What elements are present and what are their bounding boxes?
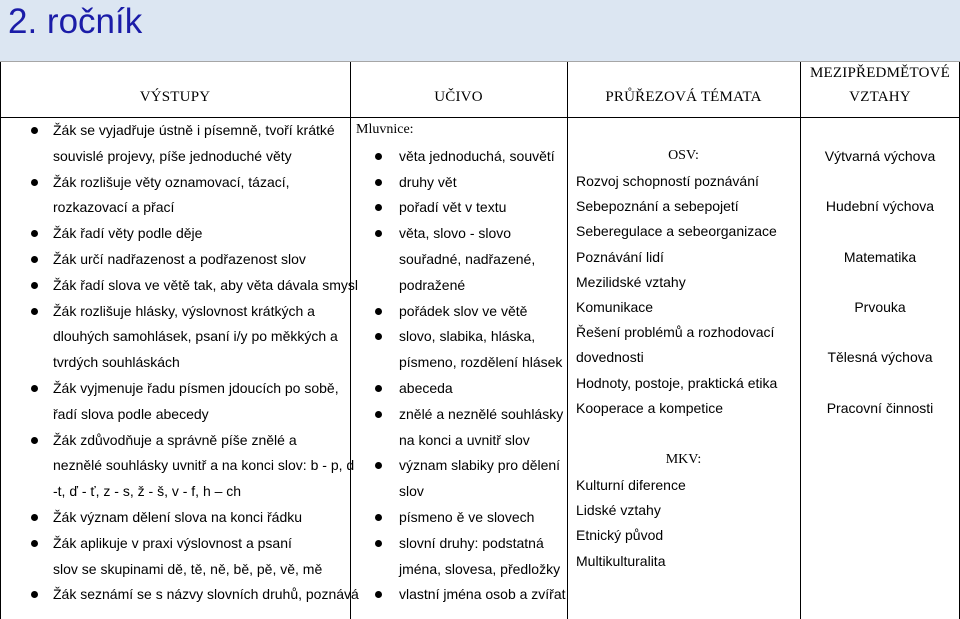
bullet-icon	[375, 540, 382, 547]
vystup-line: slov se skupinami dě, tě, ně, bě, pě, vě, mě	[53, 560, 323, 577]
bullet-icon	[375, 308, 382, 315]
ucivo-line: písmeno ě ve slovech	[399, 509, 535, 525]
vystup-line: dlouhých samohlásek, psaní i/y po měkkých a	[53, 328, 338, 345]
bullet-icon	[375, 179, 382, 186]
bullet-icon	[375, 411, 382, 418]
bullet-icon	[375, 514, 382, 521]
vystup-line: Žák rozlišuje věty oznamovací, tázací,	[53, 173, 290, 190]
bullet-icon	[375, 153, 382, 160]
ucivo-line: souřadné, nadřazené,	[399, 251, 536, 267]
header-vystupy: VÝSTUPY	[139, 89, 211, 105]
vystup-line: Žák řadí slova ve větě tak, aby věta dávala smysl	[53, 276, 359, 293]
ucivo-line: pořadí vět v textu	[399, 199, 507, 216]
ucivo-line: podražené	[399, 276, 466, 293]
vystup-line: Žák rozlišuje hlásky, výslovnost krátkých a	[53, 302, 315, 319]
ucivo-heading: Mluvnice:	[356, 122, 414, 137]
ucivo-line: slovní druhy: podstatná	[399, 534, 544, 551]
osv-item: dovednosti	[576, 349, 644, 365]
osv-item: Mezilidské vztahy	[576, 274, 686, 290]
ucivo-line: písmeno, rozdělení hlásek	[399, 354, 563, 371]
osv-item: Seberegulace a sebeorganizace	[576, 223, 777, 239]
vztah-subject: Prvouka	[854, 299, 906, 315]
vztah-subject: Tělesná výchova	[827, 349, 933, 365]
bullet-icon	[31, 540, 38, 547]
bullet-icon	[31, 256, 38, 263]
bullet-icon	[31, 308, 38, 315]
mkv-item: Lidské vztahy	[576, 502, 661, 518]
vystup-line: Žák seznámí se s názvy slovních druhů, poznává	[53, 586, 359, 603]
bullet-icon	[31, 230, 38, 237]
ucivo-line: znělé a neznělé souhlásky	[399, 405, 564, 422]
bullet-icon	[31, 514, 38, 521]
mkv-item: Multikulturalita	[576, 553, 666, 569]
vystup-line: Žák řadí věty podle děje	[53, 225, 203, 242]
ucivo-line: slovo, slabika, hláska,	[399, 328, 536, 345]
column-divider	[800, 62, 801, 619]
mkv-item: Kulturní diference	[576, 477, 686, 493]
title-bar	[0, 0, 960, 62]
vystup-line: Žák určí nadřazenost a podřazenost slov	[53, 251, 306, 267]
ucivo-line: pořádek slov ve větě	[399, 302, 528, 319]
ucivo-line: na konci a uvnitř slov	[399, 431, 530, 448]
bullet-icon	[375, 333, 382, 340]
header-prurezova-temata: PRŮŘEZOVÁ TÉMATA	[605, 89, 762, 105]
bullet-icon	[31, 179, 38, 186]
vystup-line: souvislé projevy, píše jednoduché věty	[53, 147, 292, 164]
mkv-heading: MKV:	[665, 452, 702, 467]
bullet-icon	[31, 437, 38, 444]
page-title: 2. ročník	[8, 2, 143, 41]
bullet-icon	[375, 385, 382, 392]
header-divider	[0, 117, 960, 118]
vystup-line: Žák se vyjadřuje ústně i písemně, tvoří krátké	[53, 122, 335, 138]
osv-item: Poznávání lidí	[576, 249, 664, 265]
osv-item: Sebepoznání a sebepojetí	[576, 198, 739, 214]
vystup-line: neznělé souhlásky uvnitř a na konci slov: b - p, d	[53, 457, 355, 474]
bullet-icon	[31, 127, 38, 134]
vztah-subject: Výtvarná výchova	[824, 148, 936, 164]
bullet-icon	[375, 591, 382, 598]
column-divider	[350, 62, 351, 619]
vztah-subject: Hudební výchova	[825, 198, 935, 214]
table-border-left	[0, 62, 1, 619]
mkv-item: Etnický původ	[576, 527, 664, 543]
vystup-line: -t, ď - ť, z - s, ž - š, v - f, h – ch	[53, 483, 242, 500]
vystup-line: Žák aplikuje v praxi výslovnost a psaní	[53, 534, 292, 551]
vystup-line: Žák zdůvodňuje a správně píše znělé a	[53, 431, 297, 448]
osv-item: Rozvoj schopností poznávání	[576, 173, 759, 189]
osv-item: Kooperace a kompetice	[576, 400, 724, 416]
ucivo-line: věta jednoduchá, souvětí	[399, 147, 555, 164]
vystup-line: Žák význam dělení slova na konci řádku	[53, 509, 303, 525]
vztah-subject: Matematika	[843, 249, 917, 265]
bullet-icon	[375, 462, 382, 469]
bullet-icon	[31, 591, 38, 598]
vystup-line: řadí slova podle abecedy	[53, 405, 209, 422]
osv-item: Komunikace	[576, 299, 654, 315]
ucivo-line: vlastní jména osob a zvířat	[399, 586, 566, 603]
ucivo-line: věta, slovo - slovo	[399, 225, 512, 242]
bullet-icon	[31, 385, 38, 392]
osv-item: Hodnoty, postoje, praktická etika	[576, 375, 778, 391]
bullet-icon	[375, 204, 382, 211]
header-mezipredmetove: MEZIPŘEDMĚTOVÉ	[809, 65, 951, 81]
header-vztahy: VZTAHY	[849, 89, 911, 105]
ucivo-line: druhy vět	[399, 173, 457, 190]
bullet-icon	[375, 230, 382, 237]
header-ucivo: UČIVO	[434, 89, 483, 105]
ucivo-line: abeceda	[399, 380, 453, 396]
ucivo-line: význam slabiky pro dělení	[399, 457, 561, 474]
osv-heading: OSV:	[668, 148, 699, 163]
column-divider	[567, 62, 568, 619]
bullet-icon	[31, 282, 38, 289]
ucivo-line: jména, slovesa, předložky	[399, 560, 561, 577]
curriculum-table	[0, 62, 960, 619]
vztah-subject: Pracovní činnosti	[826, 400, 934, 416]
ucivo-line: slov	[399, 483, 424, 500]
vystup-line: rozkazovací a přací	[53, 199, 175, 216]
vystup-line: tvrdých souhláskách	[53, 354, 180, 371]
osv-item: Řešení problémů a rozhodovací	[576, 324, 775, 340]
vystup-line: Žák vyjmenuje řadu písmen jdoucích po sobě,	[53, 380, 339, 396]
